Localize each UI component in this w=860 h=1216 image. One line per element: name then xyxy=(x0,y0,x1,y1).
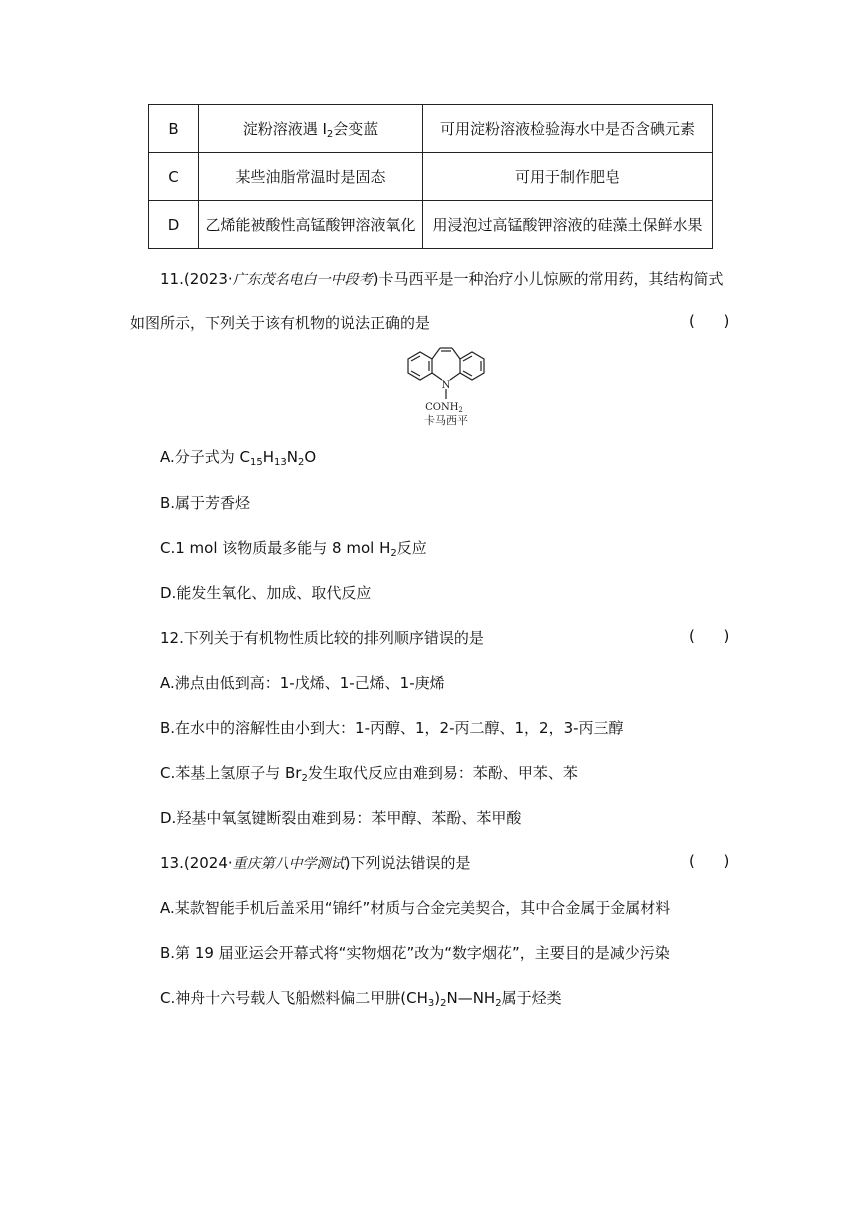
q12-option-d: D.羟基中氧氢键断裂由难到易：苯甲醇、苯酚、苯甲酸 xyxy=(160,809,522,827)
q13-option-a: A.某款智能手机后盖采用“锦纤”材质与合金完美契合，其中合金属于金属材料 xyxy=(160,899,671,917)
q12-option-c: C.苯基上氢原子与 $Br_2$发生取代反应由难到易：苯酚、甲苯、苯 xyxy=(160,764,578,784)
table-row xyxy=(149,201,713,249)
carbamazepine-structure xyxy=(396,339,496,429)
q11-option-d: D.能发生氧化、加成、取代反应 xyxy=(160,584,372,602)
molecule-svg xyxy=(396,339,496,429)
row-fact: 乙烯能被酸性高锰酸钾溶液氧化 xyxy=(199,201,423,249)
q13-answer-bracket: ( ) xyxy=(689,852,730,870)
nitrogen-atom: N xyxy=(441,380,451,391)
amide-group-label: $CONH_2$ xyxy=(425,402,463,414)
q11-option-c: C.1 mol 该物质最多能与 8 mol $H_2$反应 xyxy=(160,539,427,559)
q11-option-a: A.分子式为 $C_{15}H_{13}N_2O$ xyxy=(160,448,317,468)
q11-option-b: B.属于芳香烃 xyxy=(160,494,251,512)
row-use: 可用于制作肥皂 xyxy=(423,153,713,201)
row-label: C xyxy=(149,153,199,201)
options-table xyxy=(148,104,713,249)
q12-option-a: A.沸点由低到高：1-戊烯、1-己烯、1-庚烯 xyxy=(160,674,445,692)
row-use: 用浸泡过高锰酸钾溶液的硅藻土保鲜水果 xyxy=(423,201,713,249)
q13-option-c: C.神舟十六号载人飞船燃料偏二甲肼$(CH_3)_2N—NH_2$属于烃类 xyxy=(160,989,562,1009)
row-fact: 某些油脂常温时是固态 xyxy=(199,153,423,201)
q13-stem: 13.(2024·重庆第八中学测试)下列说法错误的是 xyxy=(160,854,471,872)
q11-stem-line1: 11.(2023·广东茂名电白一中段考)卡马西平是一种治疗小儿惊厥的常用药，其结构简式 xyxy=(160,270,724,288)
q12-stem: 12.下列关于有机物性质比较的排列顺序错误的是 xyxy=(160,629,484,647)
q12-answer-bracket: ( ) xyxy=(689,627,730,645)
q13-option-b: B.第 19 届亚运会开幕式将“实物烟花”改为“数字烟花”，主要目的是减少污染 xyxy=(160,944,670,962)
q11-answer-bracket: ( ) xyxy=(689,312,730,330)
q12-option-b: B.在水中的溶解性由小到大：1-丙醇、1，2-丙二醇、1，2，3-丙三醇 xyxy=(160,719,624,737)
row-label: B xyxy=(149,105,199,153)
row-use: 可用淀粉溶液检验海水中是否含碘元素 xyxy=(423,105,713,153)
figure-caption: 卡马西平 xyxy=(424,414,468,427)
q11-stem-line2: 如图所示，下列关于该有机物的说法正确的是 xyxy=(130,314,431,332)
table-row xyxy=(149,105,713,153)
table-row xyxy=(149,153,713,201)
row-label: D xyxy=(149,201,199,249)
row-fact: 淀粉溶液遇 $I_2$会变蓝 xyxy=(199,105,423,153)
